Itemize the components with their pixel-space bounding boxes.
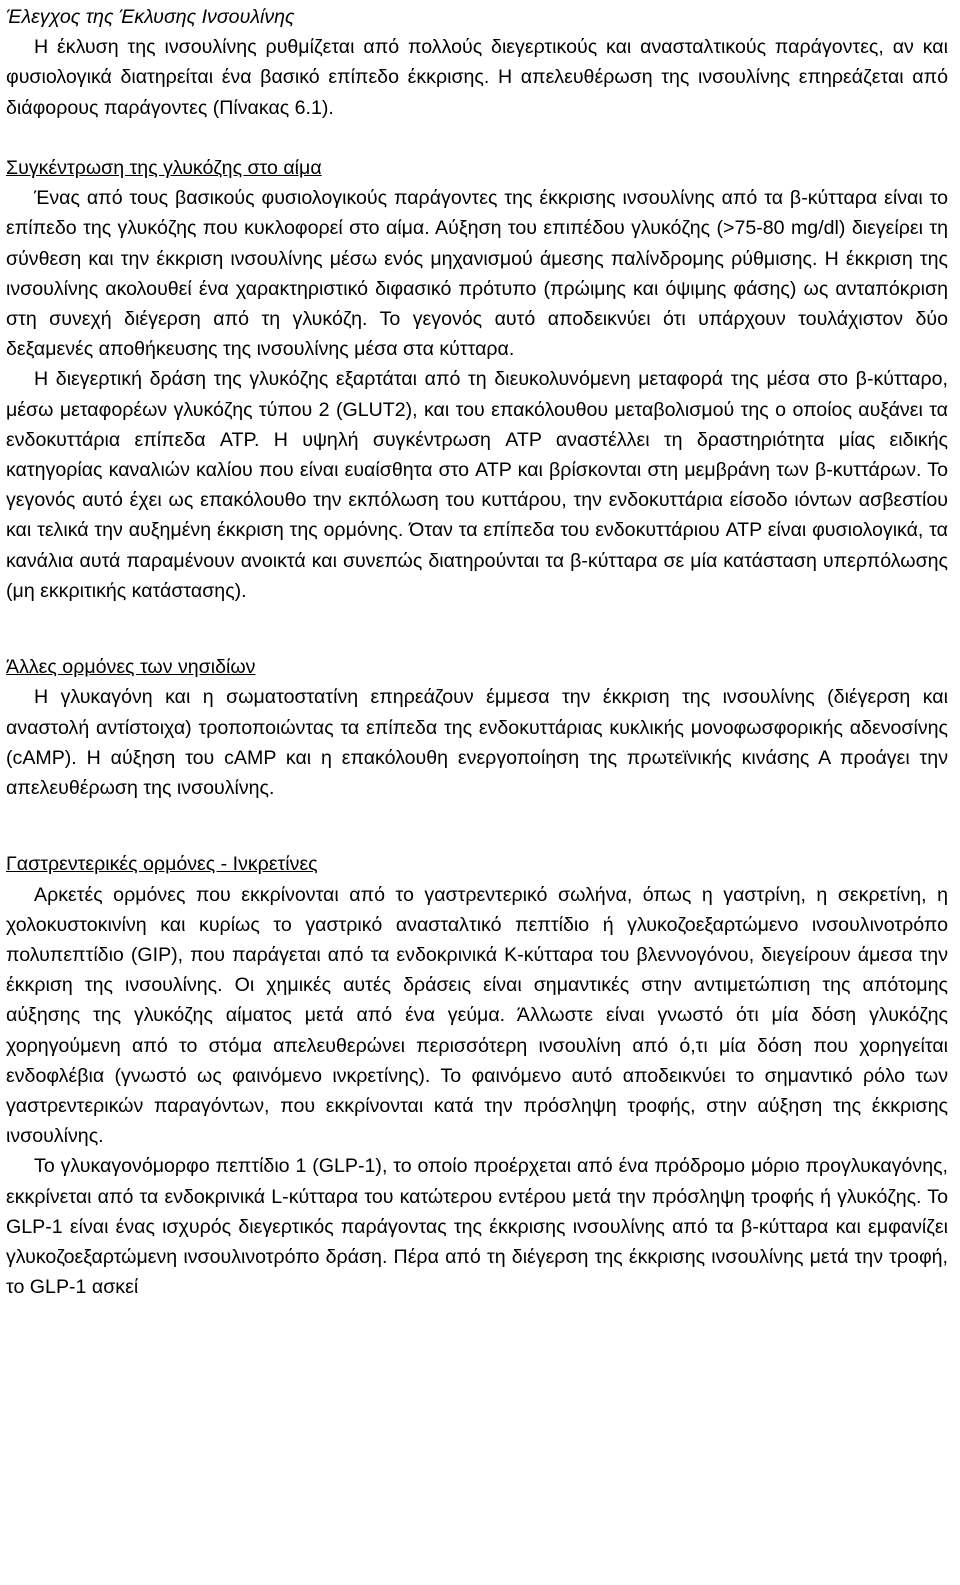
section-heading-glucose: Συγκέντρωση της γλυκόζης στο αίμα [6, 157, 322, 179]
spacer [6, 833, 948, 849]
section-heading-islet-hormones: Άλλες ορμόνες των νησιδίων [6, 656, 256, 679]
document-page [6, 0, 948, 1302]
paragraph-glucose-1: Ένας από τους βασικούς φυσιολογικούς παράγοντες της έκκρισης ινσουλίνης από τα β-κύτταρα είναι το επίπεδο της γλυκόζης που κυκλοφορεί στο αίμα. Αύξηση του επιπέδου γλυκόζης (>75-80 mg/dl) διεγείρει τη σύνθεση και την έκκριση ινσουλίνης μέσω ενός μηχανισμού άμεσης παλίνδρομης ρύθμισης. Η έκκριση της ινσουλίνης ακολουθεί ένα χαρακτηριστικό διφασικό πρότυπο (πρώιμης και όψιμης φάσης) ως ανταπόκριση στη συνεχή διέγερση από τη γλυκόζη. Το γεγονός αυτό αποδεικνύει ότι υπάρχουν τουλάχιστον δύο δεξαμενές αποθήκευσης της ινσουλίνης μέσα στα κύτταρα. [6, 187, 948, 361]
document-title: Έλεγχος της Έκλυσης Ινσουλίνης [6, 6, 295, 28]
paragraph-incretins-2: Το γλυκαγονόμορφο πεπτίδιο 1 (GLP-1), το οποίο προέρχεται από ένα πρόδρομο μόριο προγλυκαγόνης, εκκρίνεται από τα ενδοκρινικά L-κύτταρα του κατώτερου εντέρου μετά την πρόσληψη τροφής ή γλυκόζης. Το GLP-1 είναι ένας ισχυρός διεγερτικός παράγοντας της έκκρισης ινσουλίνης από τα β-κύτταρα και εμφανίζει γλυκοζοεξαρτώμενη ινσουλινοτρόπο δράση. Πέρα από τη διέγερση της έκκρισης ινσουλίνης μετά την τροφή, το GLP-1 ασκεί [6, 1155, 948, 1299]
spacer [6, 803, 948, 833]
spacer [6, 606, 948, 636]
spacer [6, 123, 948, 153]
intro-paragraph: Η έκλυση της ινσουλίνης ρυθμίζεται από πολλούς διεγερτικούς και ανασταλτικούς παράγοντες, αν και φυσιολογικά διατηρείται ένα βασικό επίπεδο έκκρισης. Η απελευθέρωση της ινσουλίνης επηρεάζεται από διάφορους παράγοντες (Πίνακας 6.1). [6, 36, 948, 119]
spacer [6, 636, 948, 652]
paragraph-islet-hormones-1: Η γλυκαγόνη και η σωματοστατίνη επηρεάζουν έμμεσα την έκκριση της ινσουλίνης (διέγερση και αναστολή αντίστοιχα) τροποποιώντας τα επίπεδα της ενδοκυττάριας κυκλικής μονοφωσφορικής αδενοσίνης (cAMP). Η αύξηση του cAMP και η επακόλουθη ενεργοποίηση της πρωτεϊνικής κινάσης Α προάγει την απελευθέρωση της ινσουλίνης. [6, 686, 948, 800]
paragraph-glucose-2: Η διεγερτική δράση της γλυκόζης εξαρτάται από τη διευκολυνόμενη μεταφορά της μέσα στο β-κύτταρο, μέσω μεταφορέων γλυκόζης τύπου 2 (GLUT2), και του επακόλουθου μεταβολισμού της ο οποίος αυξάνει τα ενδοκυττάρια επίπεδα ATP. Η υψηλή συγκέντρωση ATP αναστέλλει τη δραστηριότητα μίας ειδικής κατηγορίας καναλιών καλίου που είναι ευαίσθητα στο ATP και βρίσκονται στη μεμβράνη των β-κυττάρων. Το γεγονός αυτό έχει ως επακόλουθο την εκπόλωση του κυττάρου, την ενδοκυττάρια είσοδο ιόντων ασβεστίου και τελικά την αυξημένη έκκριση της ορμόνης. Όταν τα επίπεδα του ενδοκυττάριου ATP είναι φυσιολογικά, τα κανάλια αυτά παραμένουν ανοικτά και συνεπώς διατηρούνται τα β-κύτταρα σε μία κατάσταση υπερπόλωσης (μη εκκριτικής κατάστασης). [6, 368, 948, 602]
paragraph-incretins-1: Αρκετές ορμόνες που εκκρίνονται από το γαστρεντερικό σωλήνα, όπως η γαστρίνη, η σεκρετίνη, η χολοκυστοκινίνη και κυρίως το γαστρικό ανασταλτικό πεπτίδιο ή γλυκοζοεξαρτώμενο ινσουλινοτρόπο πολυπεπτίδιο (GIP), που παράγεται από τα ενδοκρινικά Κ-κύτταρα του βλεννογόνου, διεγείρουν άμεσα την έκκριση της ινσουλίνης. Οι χημικές αυτές δράσεις είναι σημαντικές στην αντιμετώπιση της απότομης αύξησης της γλυκόζης αίματος μετά από ένα γεύμα. Άλλωστε είναι γνωστό ότι μία δόση γλυκόζης χορηγούμενη από το στόμα απελευθερώνει περισσότερη ινσουλίνη από ό,τι μία δόση που χορηγείται ενδοφλέβια (γνωστό ως φαινόμενο ινκρετίνης). Το φαινόμενο αυτό αποδεικνύει το σημαντικό ρόλο των γαστρεντερικών παραγόντων, που εκκρίνονται κατά την πρόσληψη τροφής, στην αύξηση της έκκρισης ινσουλίνης. [6, 883, 948, 1148]
section-heading-incretins: Γαστρεντερικές ορμόνες - Ινκρετίνες [6, 853, 318, 876]
